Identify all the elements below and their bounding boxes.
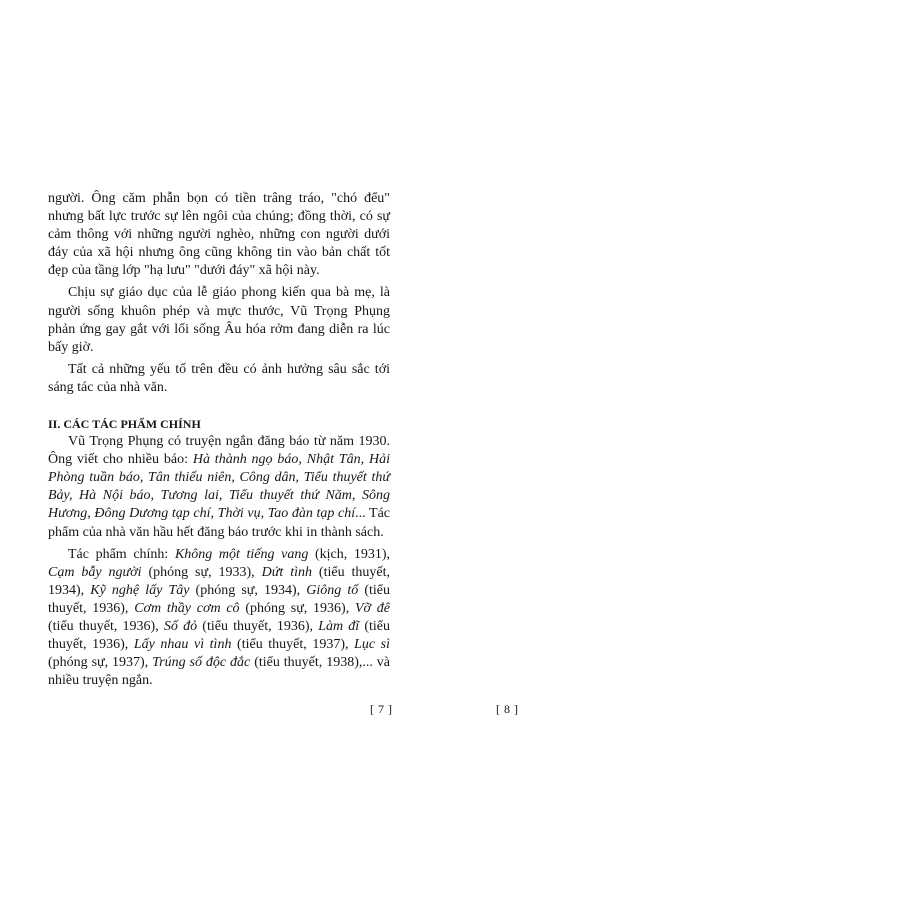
text-run: (tiểu thuyết, 1937), (231, 637, 355, 653)
text-run: (phóng sự, 1936), (239, 600, 355, 616)
paragraph-3: Tất cả những yếu tố trên đều có ảnh hưởng sâu sắc tới sáng tác của nhà văn. (48, 361, 390, 395)
text-run: (phóng sự, 1934), (189, 582, 307, 598)
works-paragraph (48, 546, 390, 691)
italic-title: Số đỏ (163, 618, 198, 634)
italic-title: Dứt tình (261, 564, 312, 580)
text-run: (tiểu thuyết, 1934), (48, 564, 390, 598)
italic-title: Vỡ đê (354, 600, 390, 616)
text-run: (phóng sự, 1933), (141, 564, 262, 580)
text-run: ... Tác phẩm của nhà văn hầu hết đăng báo trước khi in thành sách. (48, 506, 390, 540)
text-run: Tác phẩm chính: (68, 546, 175, 562)
text-run: (kịch, 1931), (308, 546, 391, 562)
italic-title: Hà thành ngọ báo, Nhật Tân, Hải Phòng tuần báo, Tân thiếu niên, Công dân, Tiểu thuyết thứ Bảy, Hà Nội báo, Tương lai, Tiểu thuyết thứ Năm, Sông Hương, Đông Dương tạp chí, Thời vụ, Tao đàn tạp chí (48, 452, 390, 522)
section-heading: II. CÁC TÁC PHẨM CHÍNH (48, 417, 201, 432)
text-run: (phóng sự, 1937), (48, 655, 153, 671)
text-run: (tiểu thuyết, 1936), (48, 618, 391, 653)
text-run: (tiểu thuyết, 1936), (197, 618, 319, 634)
text-run: (tiểu thuyết, 1938),... và nhiều truyện ngắn. (48, 655, 390, 689)
italic-title: Cạm bẫy người (48, 564, 142, 580)
page-number-right: [ 8 ] (496, 702, 519, 716)
italic-title: Trúng số độc đắc (152, 655, 251, 671)
paragraph-2: Chịu sự giáo dục của lễ giáo phong kiến qua bà mẹ, là người sống khuôn phép và mực thước, Vũ Trọng Phụng phản ứng gay gắt với lối sống Âu hóa rởm đang diễn ra lúc bấy giờ. (48, 285, 390, 355)
body-text (48, 190, 390, 694)
italic-title: Giông tố (306, 582, 359, 598)
right-page (450, 0, 900, 900)
intro-paragraph (48, 433, 390, 542)
italic-title: Làm đĩ (318, 618, 360, 634)
italic-title: Lấy nhau vì tình (133, 637, 232, 653)
italic-title: Không một tiếng vang (174, 546, 309, 562)
italic-title: Kỹ nghệ lấy Tây (90, 582, 190, 598)
paragraph-1: người. Ông căm phẫn bọn có tiền trâng tráo, "chó đểu" nhưng bất lực trước sự lên ngôi của chúng; đồng thời, có sự cảm thông với những người nghèo, những con người dưới đáy của xã hội nhưng ông cũng không tin vào bản chất tốt đẹp của tầng lớp "hạ lưu" "dưới đáy" xã hội này. (48, 191, 390, 279)
text-run: Vũ Trọng Phụng có truyện ngắn đăng báo từ năm 1930. Ông viết cho nhiều báo: (48, 434, 390, 468)
italic-title: Cơm thầy cơm cô (134, 600, 240, 616)
text-run: (tiểu thuyết, 1936), (48, 582, 390, 616)
italic-title: Lục sì (354, 637, 391, 653)
page-number-left: [ 7 ] (370, 702, 393, 716)
text-run: (tiểu thuyết, 1936), (48, 618, 164, 634)
